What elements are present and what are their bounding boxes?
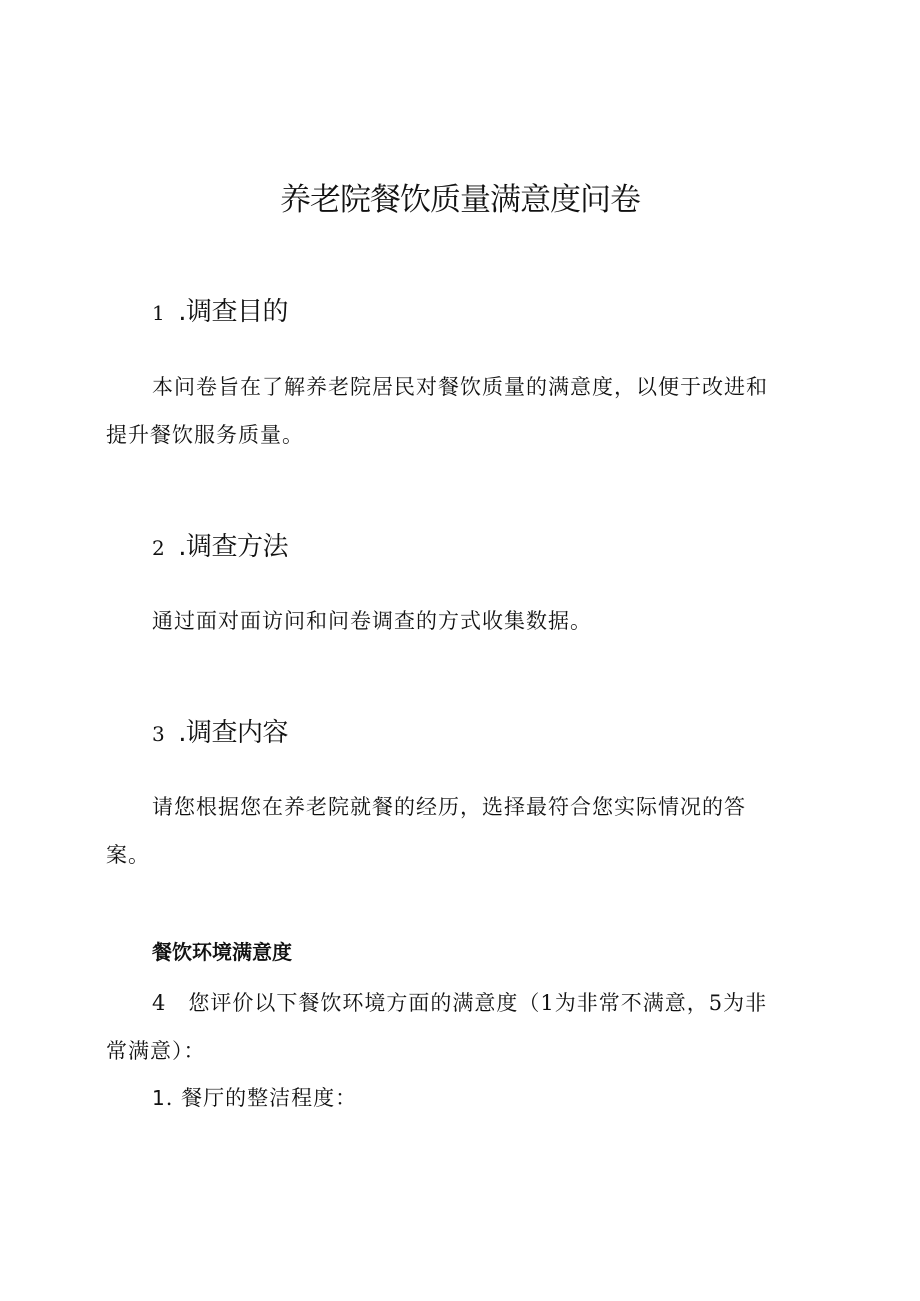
question-text-line-1: 您评价以下餐饮环境方面的满意度（1为非常不满意，5为非: [188, 991, 768, 1015]
item-label: . 餐厅的整洁程度：: [165, 1086, 358, 1110]
content-paragraph-line-2: 案。: [106, 843, 150, 867]
section-number: 2: [152, 536, 165, 560]
section-heading-method: [152, 527, 288, 568]
section-heading-content: [152, 713, 288, 754]
content-paragraph-line-1: 请您根据您在养老院就餐的经历，选择最符合您实际情况的答: [152, 795, 746, 819]
question-4-line-1: [152, 986, 767, 1020]
question-item-1: [152, 1081, 357, 1115]
page-title: 养老院餐饮质量满意度问卷: [280, 182, 640, 218]
purpose-paragraph-line-2: 提升餐饮服务质量。: [106, 423, 304, 447]
section-number: 3: [152, 722, 165, 746]
section-heading-text: .调查目的: [178, 297, 288, 327]
question-number: 4: [152, 991, 167, 1015]
question-4-line-2: 常满意）：: [106, 1039, 206, 1063]
purpose-paragraph-line-1: 本问卷旨在了解养老院居民对餐饮质量的满意度，以便于改进和: [152, 375, 768, 399]
section-heading-text: .调查方法: [178, 532, 288, 562]
section-number: 1: [152, 301, 165, 325]
item-number: 1: [152, 1086, 166, 1110]
method-paragraph-line-1: 通过面对面访问和问卷调查的方式收集数据。: [152, 609, 592, 633]
section-heading-purpose: [152, 292, 288, 333]
subsection-heading: 餐饮环境满意度: [152, 940, 292, 964]
section-heading-text: .调查内容: [178, 718, 288, 748]
